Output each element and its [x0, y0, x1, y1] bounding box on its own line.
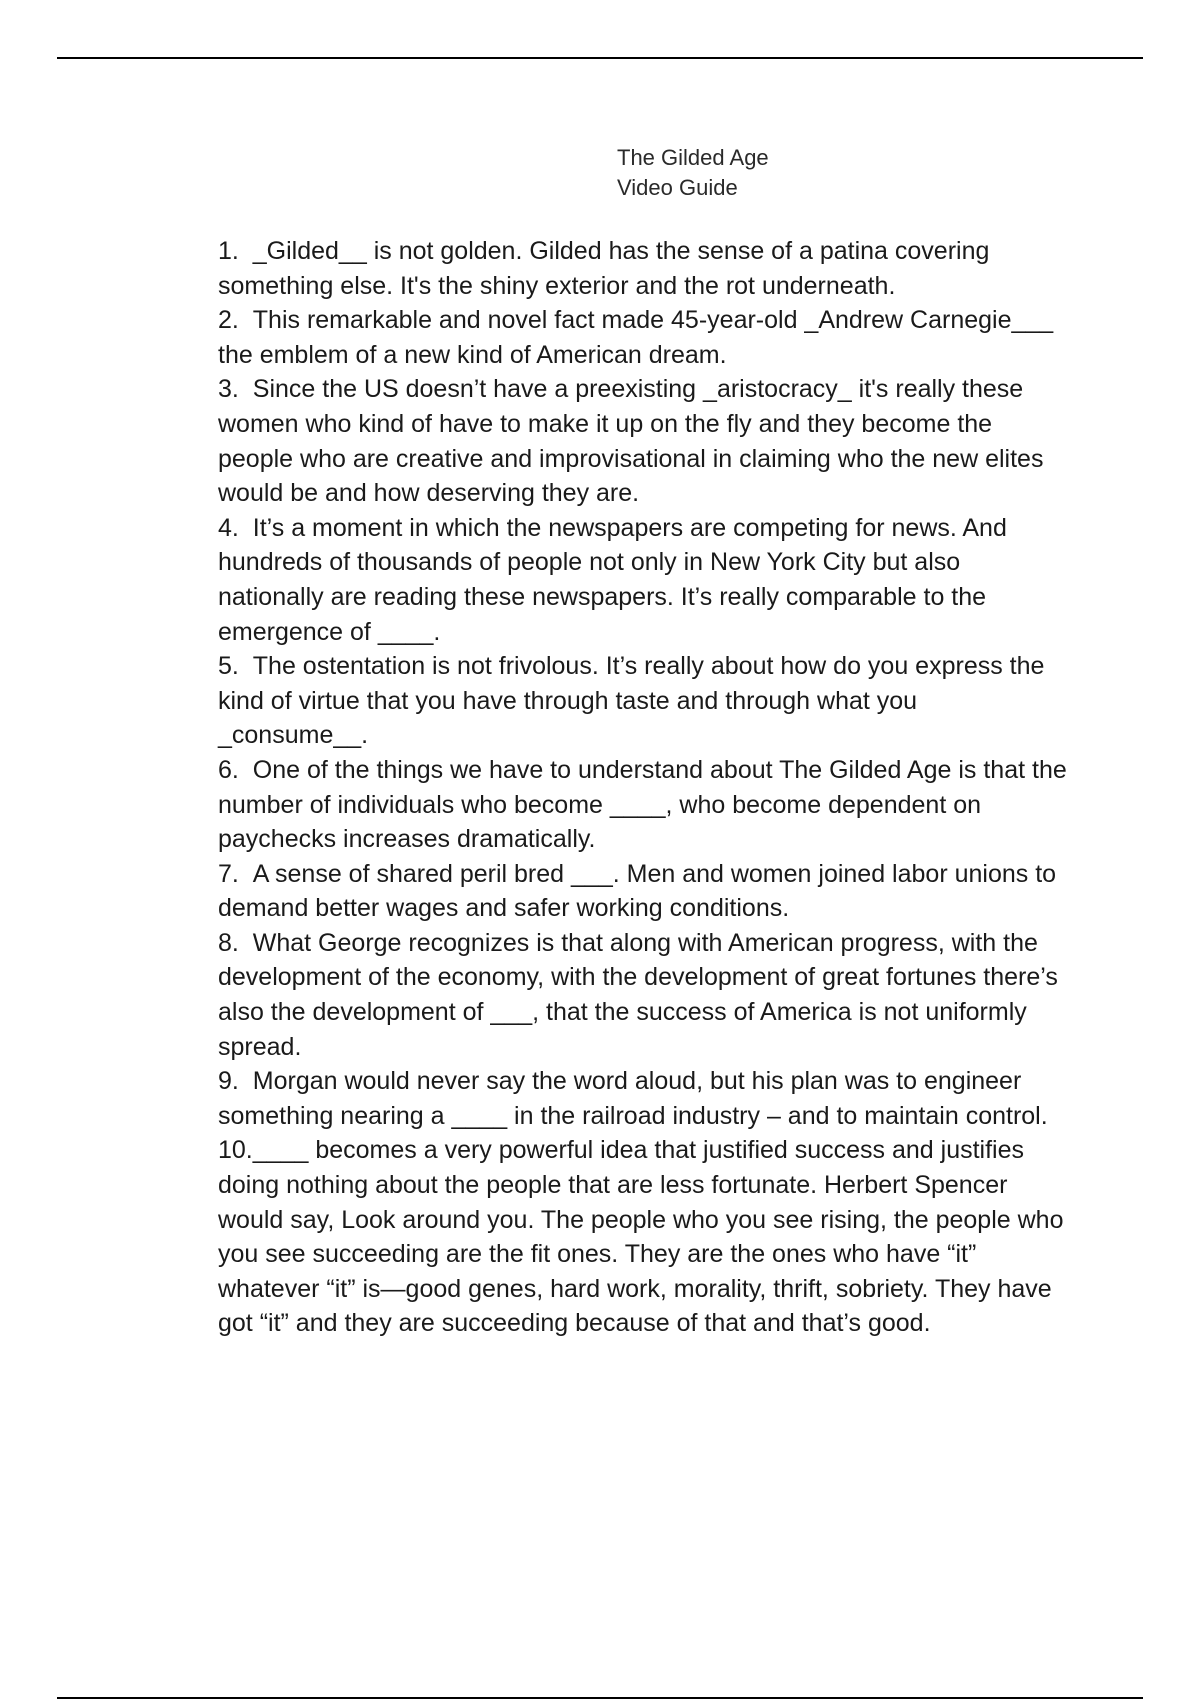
question-item	[218, 753, 1068, 857]
question-item	[218, 234, 1068, 303]
question-number: 5.	[218, 652, 239, 681]
question-text: _Gilded__ is not golden. Gilded has the sense of a patina covering something else. It's the shiny exterior and the rot underneath.	[218, 237, 990, 300]
document-subtitle: Video Guide	[617, 175, 738, 200]
question-list	[218, 234, 1068, 1341]
question-text: One of the things we have to understand about The Gilded Age is that the number of individuals who become ____, who become dependent on paychecks increases dramatically.	[218, 755, 1067, 854]
question-text: Since the US doesn’t have a preexisting _aristocracy_ it's really these women who kind of have to make it up on the fly and they become the people who are creative and improvisational in claiming who the new elites would be and how deserving they are.	[218, 375, 1044, 508]
question-text: This remarkable and novel fact made 45-year-old _Andrew Carnegie___ the emblem of a new kind of American dream.	[218, 306, 1054, 369]
question-item	[218, 511, 1068, 649]
question-item	[218, 303, 1068, 372]
footer-rule	[57, 1697, 1143, 1699]
question-number: 10.	[218, 1136, 253, 1165]
question-item	[218, 1064, 1068, 1133]
title-block	[617, 143, 769, 203]
question-text: ____ becomes a very powerful idea that justified success and justifies doing nothing about the people that are less fortunate. Herbert Spencer would say, Look around you. The people who you see rising, the people who you see succeeding are the fit ones. They are the ones who have “it” whatever “it” is—good genes, hard work, morality, thrift, sobriety. They have got “it” and they are succeeding because of that and that’s good.	[218, 1136, 1064, 1338]
question-item	[218, 649, 1068, 753]
header-rule	[57, 57, 1143, 59]
question-item	[218, 1133, 1068, 1341]
question-number: 7.	[218, 859, 239, 888]
question-item	[218, 926, 1068, 1064]
question-number: 8.	[218, 928, 239, 957]
question-text: A sense of shared peril bred ___. Men and women joined labor unions to demand better wages and safer working conditions.	[218, 859, 1057, 923]
question-text: The ostentation is not frivolous. It’s really about how do you express the kind of virtue that you have through taste and through what you _consume__.	[218, 652, 1045, 750]
document-title: The Gilded Age	[617, 145, 769, 170]
question-number: 9.	[218, 1067, 239, 1096]
question-item	[218, 857, 1068, 926]
question-text: Morgan would never say the word aloud, but his plan was to engineer something nearing a ____ in the railroad industry – and to maintain control.	[218, 1067, 1048, 1130]
question-text: It’s a moment in which the newspapers are competing for news. And hundreds of thousands of people not only in New York City but also nationally are reading these newspapers. It’s really comparable to the emergence of ____.	[218, 513, 1007, 646]
question-text: What George recognizes is that along with American progress, with the development of the economy, with the development of great fortunes there’s also the development of ___, that the success of America is not uniformly spread.	[218, 928, 1058, 1061]
question-number: 6.	[218, 755, 239, 784]
question-number: 4.	[218, 513, 239, 542]
question-number: 3.	[218, 375, 239, 404]
question-number: 2.	[218, 306, 239, 335]
question-item	[218, 372, 1068, 510]
question-number: 1.	[218, 237, 239, 265]
